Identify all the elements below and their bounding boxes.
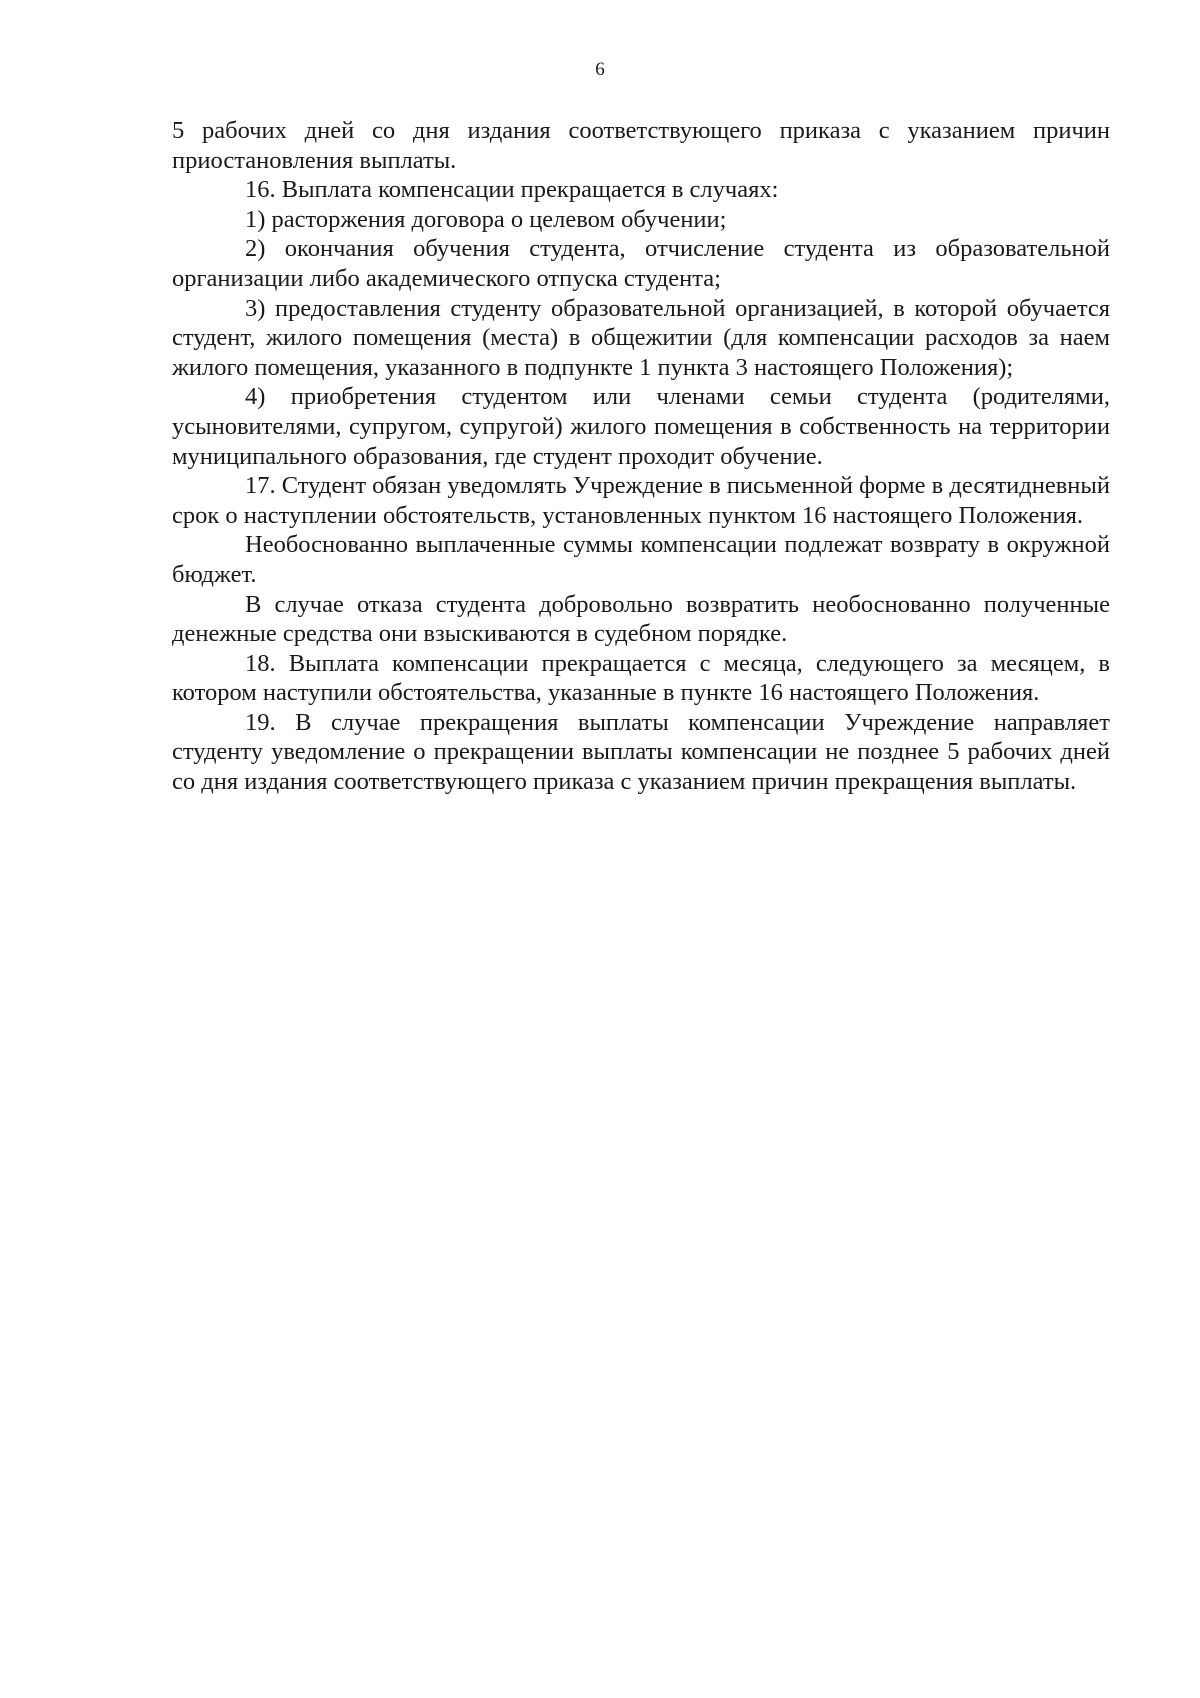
page-number: 6 [595,59,605,80]
paragraph-17-court: В случае отказа студента добровольно возвратить необоснованно полученные денежные средства они взыскиваются в судебном порядке. [172,590,1110,648]
paragraph-17-refund: Необоснованно выплаченные суммы компенсации подлежат возврату в окружной бюджет. [172,531,1110,588]
document-body [172,116,1110,797]
paragraph-16-item-1: 1) расторжения договора о целевом обучении; [245,205,727,233]
paragraph-18: 18. Выплата компенсации прекращается с месяца, следующего за месяцем, в котором наступили обстоятельства, указанные в пункте 16 настоящего Положения. [172,649,1110,707]
paragraph-continuation: 5 рабочих дней со дня издания соответствующего приказа с указанием причин приостановления выплаты. [172,117,1110,174]
paragraph-16-item-4: 4) приобретения студентом или членами семьи студента (родителями, усыновителями, супругом, супругой) жилого помещения в собственность на территории муниципального образования, где студент проходит обучение. [172,383,1110,470]
paragraph-16-item-3: 3) предоставления студенту образовательной организацией, в которой обучается студент, жилого помещения (места) в общежитии (для компенсации расходов за наем жилого помещения, указанного в подпункте 1 пункта 3 настоящего Положения); [172,294,1110,381]
paragraph-19: 19. В случае прекращения выплаты компенсации Учреждение направляет студенту уведомление о прекращении выплаты компенсации не позднее 5 рабочих дней со дня издания соответствующего приказа с указанием причин прекращения выплаты. [172,708,1110,796]
paragraph-16-heading: 16. Выплата компенсации прекращается в случаях: [245,176,779,204]
paragraph-16-item-2: 2) окончания обучения студента, отчисление студента из образовательной организации либо академического отпуска студента; [172,235,1110,292]
paragraph-17: 17. Студент обязан уведомлять Учреждение в письменной форме в десятидневный срок о наступлении обстоятельств, установленных пунктом 16 настоящего Положения. [172,472,1110,529]
